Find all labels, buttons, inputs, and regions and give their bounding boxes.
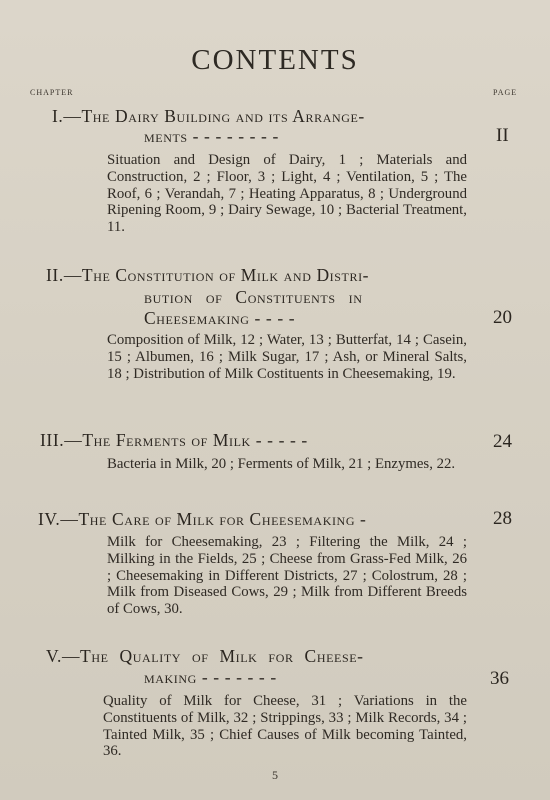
chapter-description: Composition of Milk, 12 ; Water, 13 ; Butterfat, 14 ; Casein, 15 ; Albumen, 16 ; Milk Sugar, 17 ; Ash, or Mineral Salts, 18 ; Distribution of Milk Costituents in Cheesemaking, 19. xyxy=(107,332,467,382)
chapter-description: Milk for Cheesemaking, 23 ; Filtering the Milk, 24 ; Milking in the Fields, 25 ; Cheese from Grass-Fed Milk, 26 ; Cheesemaking in Different Districts, 27 ; Colostrum, 28 ; Milk from Diseased Cows, 29 ; Milk from Different Breeds of Cows, 30. xyxy=(107,534,467,618)
chapter-column-header: CHAPTER xyxy=(30,88,74,97)
chapter-title-line: making - - - - - - - xyxy=(144,667,277,687)
chapter-page-number: II xyxy=(496,125,509,146)
chapter-title-line: bution of Constituents in xyxy=(144,287,363,307)
page-column-header: PAGE xyxy=(493,88,518,97)
chapter-description: Situation and Design of Dairy, 1 ; Materials and Construction, 2 ; Floor, 3 ; Light, 4 ; Ventilation, 5 ; The Roof, 6 ; Verandah, 7 ; Heating Apparatus, 8 ; Underground Ripening Room, 9 ; Dairy Sewage, 10 ; Bacterial Treatment, 11. xyxy=(107,152,467,236)
page-title: CONTENTS xyxy=(191,44,359,76)
chapter-page-number: 36 xyxy=(490,668,509,689)
chapter-title-line: V.—The Quality of Milk for Cheese- xyxy=(46,646,364,666)
chapter-page-number: 28 xyxy=(493,508,512,529)
chapter-title-line: II.—The Constitution of Milk and Distri- xyxy=(46,265,370,285)
chapter-description: Quality of Milk for Cheese, 31 ; Variations in the Constituents of Milk, 32 ; Strippings, 33 ; Milk Records, 34 ; Tainted Milk, 35 ; Chief Causes of Milk becoming Tainted, 36. xyxy=(103,693,467,760)
chapter-title-line: IV.—The Care of Milk for Cheesemaking - xyxy=(38,509,367,529)
chapter-page-number: 24 xyxy=(493,431,512,452)
chapter-title-line: III.—The Ferments of Milk - - - - - xyxy=(40,430,308,450)
chapter-title-line: I.—The Dairy Building and its Arrange- xyxy=(52,106,365,126)
chapter-page-number: 20 xyxy=(493,307,512,328)
chapter-description: Bacteria in Milk, 20 ; Ferments of Milk, 21 ; Enzymes, 22. xyxy=(107,456,456,472)
chapter-title-line: ments - - - - - - - - xyxy=(144,126,279,146)
page-folio-number: 5 xyxy=(272,768,278,782)
chapter-title-line: Cheesemaking - - - - xyxy=(144,308,296,328)
